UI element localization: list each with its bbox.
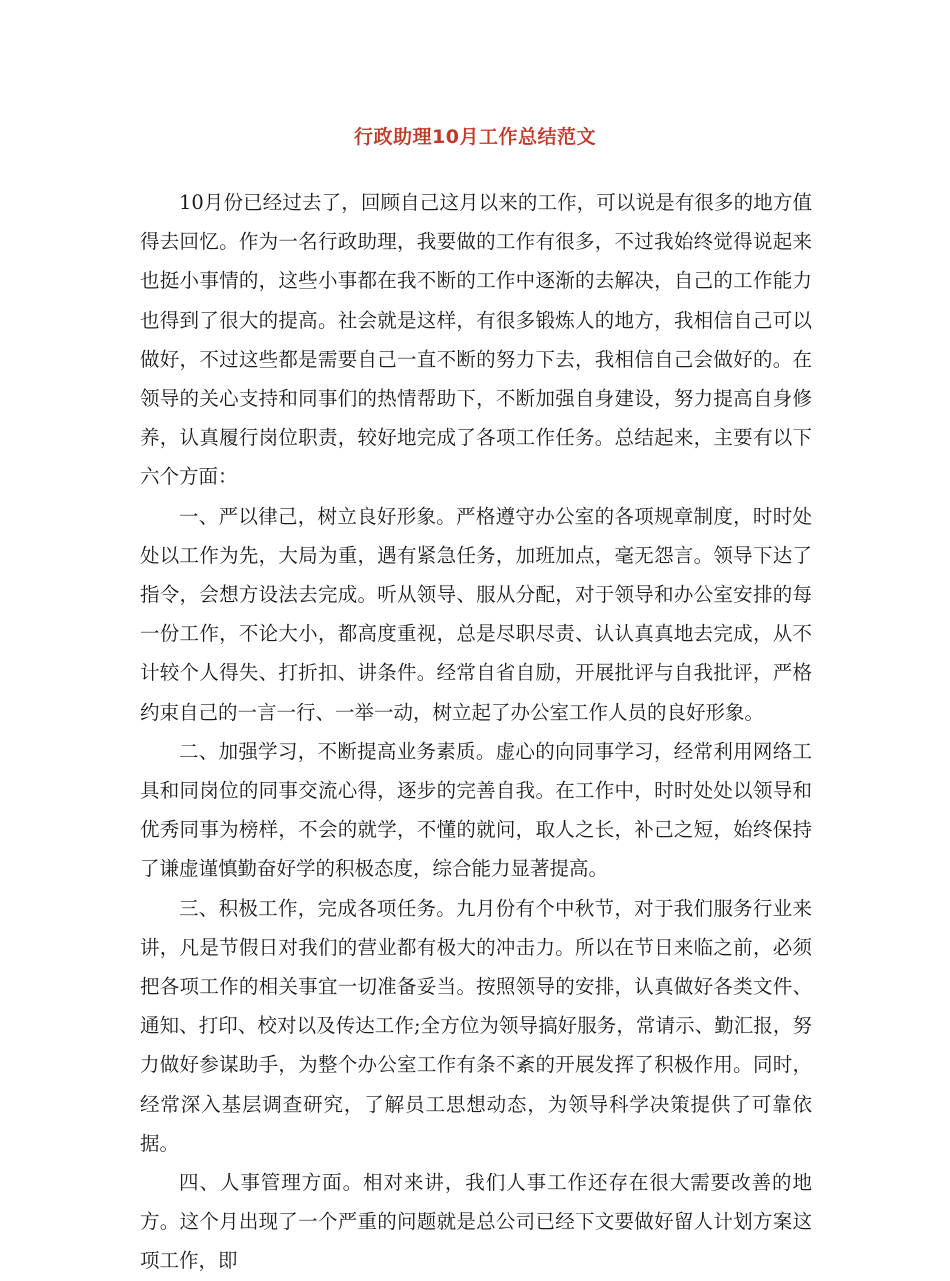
document-body <box>140 183 812 1281</box>
paragraph-section-4: 四、人事管理方面。相对来讲，我们人事工作还存在很大需要改善的地方。这个月出现了一个严重的问题就是总公司已经下文要做好留人计划方案这项工作，即 <box>140 1171 812 1273</box>
paragraph-section-3: 三、积极工作，完成各项任务。九月份有个中秋节，对于我们服务行业来讲，凡是节假日对我们的营业都有极大的冲击力。所以在节日来临之前，必须把各项工作的相关事宜一切准备妥当。按照领导的安排，认真做好各类文件、通知、打印、校对以及传达工作;全方位为领导搞好服务，常请示、勤汇报，努力做好参谋助手，为整个办公室工作有条不紊的开展发挥了积极作用。同时，经常深入基层调查研究，了解员工思想动态，为领导科学决策提供了可靠依据。 <box>140 896 812 1155</box>
document-title: 行政助理10月工作总结范文 <box>354 126 596 148</box>
paragraph-section-1: 一、严以律己，树立良好形象。严格遵守办公室的各项规章制度，时时处处以工作为先，大局为重，遇有紧急任务，加班加点，毫无怨言。领导下达了指令，会想方设法去完成。听从领导、服从分配，对于领导和办公室安排的每一份工作，不论大小，都高度重视，总是尽职尽责、认认真真地去完成，从不计较个人得失、打折扣、讲条件。经常自省自励，开展批评与自我批评，严格约束自己的一言一行、一举一动，树立起了办公室工作人员的良好形象。 <box>140 504 812 724</box>
paragraph-section-2: 二、加强学习，不断提高业务素质。虚心的向同事学习，经常利用网络工具和同岗位的同事交流心得，逐步的完善自我。在工作中，时时处处以领导和优秀同事为榜样，不会的就学，不懂的就问，取人之长，补己之短，始终保持了谦虚谨慎勤奋好学的积极态度，综合能力显著提高。 <box>140 739 812 881</box>
paragraph-intro: 10月份已经过去了，回顾自己这月以来的工作，可以说是有很多的地方值得去回忆。作为一名行政助理，我要做的工作有很多，不过我始终觉得说起来也挺小事情的，这些小事都在我不断的工作中逐渐的去解决，自己的工作能力也得到了很大的提高。社会就是这样，有很多锻炼人的地方，我相信自己可以做好，不过这些都是需要自己一直不断的努力下去，我相信自己会做好的。在领导的关心支持和同事们的热情帮助下，不断加强自身建设，努力提高自身修养，认真履行岗位职责，较好地完成了各项工作任务。总结起来，主要有以下六个方面： <box>140 191 812 489</box>
